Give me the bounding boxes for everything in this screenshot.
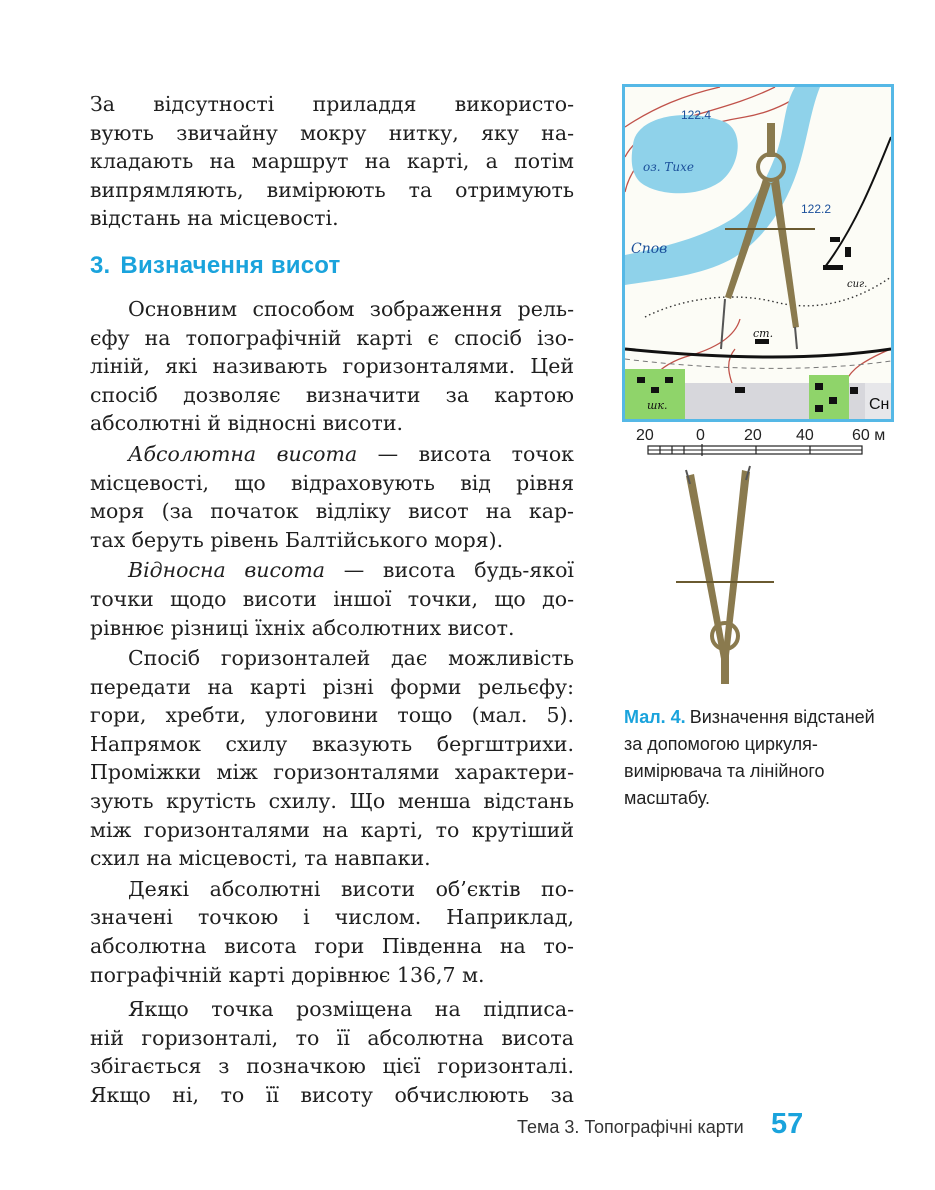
topographic-map: [622, 84, 894, 422]
paragraph-absolute-height: [90, 440, 574, 554]
text-line: між горизонталями на карті, то крутіший: [90, 817, 574, 842]
compass-bottom: [664, 464, 784, 694]
text-line: За відсутності приладдя використо-: [90, 92, 574, 116]
text-line: кладають на маршрут на карті, а потім: [90, 149, 574, 174]
paragraph-isolines: [90, 295, 574, 438]
text-line: схил на місцевості, та навпаки.: [90, 846, 431, 871]
text-line: Проміжки між горизонталями характери-: [90, 760, 574, 785]
map-label-station: ст.: [753, 327, 774, 340]
section-title: Визначення висот: [120, 251, 341, 279]
text-line: Якщо ні, то її висоту обчислюють за: [90, 1083, 574, 1107]
section-heading: [90, 251, 574, 281]
text-line: відстань на місцевості.: [90, 206, 339, 231]
text-line: Якщо точка розміщена на підписа-: [128, 997, 574, 1022]
caption-text: Визначення відстаней за допомогою циркуля-вимірювача та лінійного масштабу.: [624, 707, 875, 808]
paragraph-spot-heights: [90, 875, 574, 989]
text-line: зують крутість схилу. Що менша відстань: [90, 789, 574, 814]
map-label-village: сиг.: [847, 279, 868, 290]
map-label-school: шк.: [647, 399, 668, 412]
text-line: Абсолютна висота — висота точок: [128, 441, 574, 466]
map-label-edge: Сн: [869, 396, 890, 413]
text-line: Напрямок схилу вказують бергштрихи.: [90, 731, 574, 756]
text-line: тах беруть рівень Балтійського моря).: [90, 527, 504, 552]
figure-compass-map: [604, 78, 906, 698]
text-line: місцевості, що відраховують від рівня: [90, 470, 574, 495]
text-line: абсолютна висота гори Південна на то-: [90, 934, 574, 959]
text-line: випрямляють, вимірюють та отримують: [90, 177, 574, 202]
term-absolute-height: Абсолютна висота: [128, 441, 358, 466]
footer-topic: Тема 3. Топографічні карти: [517, 1117, 744, 1137]
text-line: вують звичайну мокру нитку, яку на-: [90, 120, 574, 145]
text-line: Відносна висота — висота будь-якої: [128, 558, 574, 583]
map-label-elevation: 122.2: [801, 202, 832, 216]
text-line: Основним способом зображення рель-: [128, 296, 574, 321]
text-line: ній горизонталі, то її абсолютна висота: [90, 1025, 574, 1050]
page-number: 57: [771, 1108, 804, 1140]
scale-tick: 60 м: [852, 427, 886, 444]
scale-tick: 40: [796, 427, 814, 444]
figure-caption: [624, 704, 884, 812]
map-label-lake: оз. Тихе: [643, 160, 694, 174]
paragraph-contours: [90, 644, 574, 873]
text-line: значені точкою і числом. Наприклад,: [90, 905, 574, 930]
text-line: точки щодо висоти іншої точки, що до-: [90, 586, 574, 611]
text-line: рівнює різниці їхніх абсолютних висот.: [90, 615, 515, 640]
paragraph-relative-height: [90, 556, 574, 642]
map-illustration: [625, 87, 891, 419]
scale-tick: 0: [696, 427, 705, 444]
text-line: передати на карті різні форми рельєфу:: [90, 674, 574, 699]
text-line: єфу на топографічній карті є спосіб ізо-: [90, 325, 574, 350]
text-line: Деякі абсолютні висоти об’єктів по-: [128, 876, 574, 901]
section-number: 3.: [90, 251, 111, 279]
page-footer: [500, 1104, 820, 1144]
text-line: ліній, які називають горизонталями. Цей: [90, 354, 574, 379]
intro-paragraph: [90, 90, 574, 233]
map-label-river: Спов: [631, 241, 668, 257]
scale-tick: 20: [744, 427, 762, 444]
text-line: моря (за початок відліку висот на кар-: [90, 499, 574, 524]
text-line: Спосіб горизонталей дає можливість: [128, 646, 574, 671]
main-text: [90, 90, 574, 1110]
paragraph-point-on-contour: [90, 995, 574, 1109]
caption-label: Мал. 4.: [624, 707, 686, 727]
text-line: гори, хребти, улоговини тощо (мал. 5).: [90, 703, 574, 728]
scale-tick: 20: [636, 427, 654, 444]
text-line: збігається з позначкою цієї горизонталі.: [90, 1054, 574, 1079]
term-relative-height: Відносна висота: [128, 558, 325, 583]
text-line: пографічній карті дорівнює 136,7 м.: [90, 962, 485, 987]
map-label-elevation: 122.4: [681, 108, 712, 122]
text-line: абсолютні й відносні висоти.: [90, 411, 404, 436]
text-line: спосіб дозволяє визначити за картою: [90, 382, 574, 407]
linear-scale: [630, 424, 900, 464]
